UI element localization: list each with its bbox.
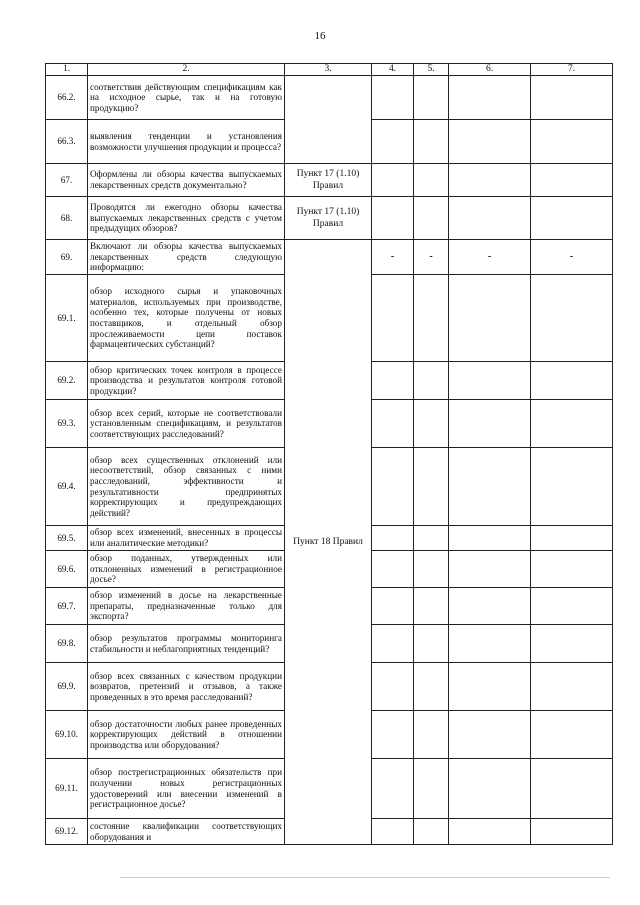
answer-cell[interactable] [372, 448, 414, 526]
answer-cell[interactable] [372, 362, 414, 400]
dash-mark: - [390, 250, 395, 262]
answer-cell[interactable] [372, 551, 414, 588]
row-question: обзор поданных, утвержденных или отклоненных изменений в регистрационное досье? [88, 551, 285, 588]
row-number: 69.9. [46, 663, 88, 711]
row-number: 69. [46, 240, 88, 275]
table-row [46, 240, 613, 275]
answer-cell[interactable] [372, 240, 414, 275]
page-number: 16 [314, 30, 326, 42]
answer-cell[interactable] [531, 551, 613, 588]
answer-cell[interactable] [414, 711, 449, 759]
answer-cell[interactable] [372, 275, 414, 362]
row-question: обзор всех серий, которые не соответствовали установленным спецификациям, и результатов соответствующих расследований? [88, 400, 285, 448]
row-number: 69.10. [46, 711, 88, 759]
answer-cell[interactable] [449, 76, 531, 120]
answer-cell[interactable] [372, 526, 414, 551]
answer-cell[interactable] [414, 625, 449, 663]
answer-cell[interactable] [414, 588, 449, 625]
answer-cell[interactable] [531, 120, 613, 164]
answer-cell[interactable] [449, 819, 531, 845]
checklist-table [45, 63, 613, 845]
column-header: 2. [88, 64, 285, 76]
row-number: 69.12. [46, 819, 88, 845]
answer-cell[interactable] [414, 240, 449, 275]
answer-cell[interactable] [449, 588, 531, 625]
row-question: соответствия действующим спецификациям как на исходное сырье, так и на готовую продукцию? [88, 76, 285, 120]
dash-mark: - [487, 250, 492, 262]
answer-cell[interactable] [414, 526, 449, 551]
answer-cell[interactable] [449, 240, 531, 275]
column-header: 6. [449, 64, 531, 76]
row-question: обзор критических точек контроля в процессе производства и результатов контроля готовой продукции? [88, 362, 285, 400]
row-number: 69.1. [46, 275, 88, 362]
row-question: обзор всех связанных с качеством продукции возвратов, претензий и отзывов, а также проведенных в это время расследований? [88, 663, 285, 711]
row-number: 68. [46, 197, 88, 240]
answer-cell[interactable] [414, 400, 449, 448]
column-header: 7. [531, 64, 613, 76]
answer-cell[interactable] [449, 197, 531, 240]
answer-cell[interactable] [372, 588, 414, 625]
column-header: 1. [46, 64, 88, 76]
answer-cell[interactable] [372, 197, 414, 240]
column-header: 5. [414, 64, 449, 76]
answer-cell[interactable] [531, 400, 613, 448]
answer-cell[interactable] [414, 76, 449, 120]
row-number: 69.8. [46, 625, 88, 663]
answer-cell[interactable] [449, 663, 531, 711]
row-question: обзор достаточности любых ранее проведенных корректирующих действий в отношении производства или оборудования? [88, 711, 285, 759]
row-question: выявления тенденции и установления возможности улучшения продукции и процесса? [88, 120, 285, 164]
row-question: Оформлены ли обзоры качества выпускаемых лекарственных средств документально? [88, 164, 285, 197]
answer-cell[interactable] [449, 448, 531, 526]
answer-cell[interactable] [414, 759, 449, 819]
answer-cell[interactable] [449, 120, 531, 164]
answer-cell[interactable] [449, 362, 531, 400]
row-number: 69.5. [46, 526, 88, 551]
answer-cell[interactable] [372, 76, 414, 120]
answer-cell[interactable] [531, 759, 613, 819]
row-question: обзор изменений в досье на лекарственные препараты, предназначенные только для экспорта? [88, 588, 285, 625]
row-question: обзор пострегистрационных обязательств при получении новых регистрационных удостоверений или внесении изменений в регистрационное досье? [88, 759, 285, 819]
row-number: 69.7. [46, 588, 88, 625]
column-header: 3. [285, 64, 372, 76]
dash-mark: - [569, 250, 574, 262]
column-header-row [46, 64, 613, 76]
answer-cell[interactable] [449, 164, 531, 197]
answer-cell[interactable] [449, 400, 531, 448]
row-reference: Пункт 18 Правил [285, 240, 372, 845]
answer-cell[interactable] [531, 448, 613, 526]
answer-cell[interactable] [531, 275, 613, 362]
row-number: 69.11. [46, 759, 88, 819]
row-number: 67. [46, 164, 88, 197]
answer-cell[interactable] [372, 819, 414, 845]
answer-cell[interactable] [531, 663, 613, 711]
row-reference [285, 76, 372, 164]
answer-cell[interactable] [531, 76, 613, 120]
row-question: обзор исходного сырья и упаковочных материалов, используемых при производстве, особенно тех, которые получены от новых поставщиков, и отдельный обзор прослеживаемости цепи поставок фармацевтических субстанций? [88, 275, 285, 362]
answer-cell[interactable] [449, 551, 531, 588]
row-question: Включают ли обзоры качества выпускаемых лекарственных средств следующую информацию: [88, 240, 285, 275]
answer-cell[interactable] [414, 120, 449, 164]
answer-cell[interactable] [414, 362, 449, 400]
row-number: 66.2. [46, 76, 88, 120]
answer-cell[interactable] [414, 164, 449, 197]
row-question: обзор всех изменений, внесенных в процессы или аналитические методики? [88, 526, 285, 551]
answer-cell[interactable] [372, 120, 414, 164]
answer-cell[interactable] [531, 819, 613, 845]
answer-cell[interactable] [449, 711, 531, 759]
row-question: Проводятся ли ежегодно обзоры качества выпускаемых лекарственных средств с учетом предыдущих обзоров? [88, 197, 285, 240]
answer-cell[interactable] [531, 625, 613, 663]
answer-cell[interactable] [372, 663, 414, 711]
row-number: 69.6. [46, 551, 88, 588]
answer-cell[interactable] [449, 759, 531, 819]
row-number: 69.3. [46, 400, 88, 448]
page-bottom-rule [120, 877, 610, 878]
dash-mark: - [429, 250, 433, 262]
row-question: состояние квалификации соответствующих оборудования и [88, 819, 285, 845]
column-header: 4. [372, 64, 414, 76]
answer-cell[interactable] [372, 759, 414, 819]
row-reference: Пункт 17 (1.10) Правил [285, 164, 372, 197]
answer-cell[interactable] [414, 197, 449, 240]
answer-cell[interactable] [531, 711, 613, 759]
row-question: обзор всех существенных отклонений или несоответствий, обзор связанных с ними расследований, эффективности и результативности предпринятых корректирующих и предупреждающих действий? [88, 448, 285, 526]
answer-cell[interactable] [531, 588, 613, 625]
answer-cell[interactable] [414, 275, 449, 362]
row-reference: Пункт 17 (1.10) Правил [285, 197, 372, 240]
row-question: обзор результатов программы мониторинга стабильности и неблагоприятных тенденций? [88, 625, 285, 663]
row-number: 66.3. [46, 120, 88, 164]
answer-cell[interactable] [531, 164, 613, 197]
table-row [46, 76, 613, 120]
answer-cell[interactable] [449, 625, 531, 663]
answer-cell[interactable] [531, 240, 613, 275]
answer-cell[interactable] [372, 625, 414, 663]
answer-cell[interactable] [414, 551, 449, 588]
answer-cell[interactable] [414, 448, 449, 526]
answer-cell[interactable] [372, 400, 414, 448]
table-row [46, 164, 613, 197]
answer-cell[interactable] [531, 362, 613, 400]
answer-cell[interactable] [414, 819, 449, 845]
row-number: 69.2. [46, 362, 88, 400]
answer-cell[interactable] [531, 526, 613, 551]
answer-cell[interactable] [372, 164, 414, 197]
answer-cell[interactable] [449, 526, 531, 551]
answer-cell[interactable] [372, 711, 414, 759]
table-row [46, 197, 613, 240]
answer-cell[interactable] [531, 197, 613, 240]
answer-cell[interactable] [414, 663, 449, 711]
answer-cell[interactable] [449, 275, 531, 362]
row-number: 69.4. [46, 448, 88, 526]
